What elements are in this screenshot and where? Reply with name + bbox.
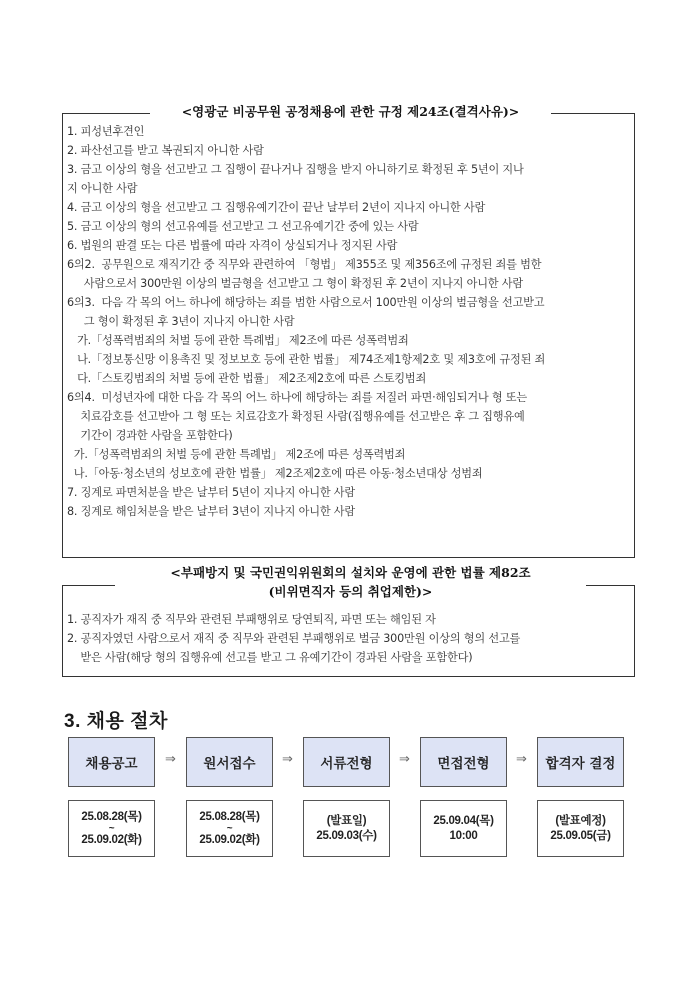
step-document-screening: 서류전형 [303, 737, 390, 787]
list-item: 그 형이 확정된 후 3년이 지나지 아니한 사람 [67, 315, 295, 328]
date-separator: ~ [226, 822, 233, 834]
date-label: (발표일) [326, 814, 367, 827]
list-item: 7. 징계로 파면처분을 받은 날부터 5년이 지나지 아니한 사람 [67, 486, 356, 499]
list-item: 6. 법원의 판결 또는 다른 법률에 따라 자격이 상실되거나 정지된 사람 [67, 239, 398, 252]
list-item: 3. 금고 이상의 형을 선고받고 그 집행이 끝나거나 집행을 받지 아니하기로 확정된 후 5년이 지나 [67, 163, 524, 176]
date-application [186, 800, 273, 857]
list-item: 사람으로서 300만원 이상의 벌금형을 선고받고 그 형이 확정된 후 2년이 지나지 아니한 사람 [67, 277, 523, 290]
date-separator: ~ [108, 822, 115, 834]
date-start: 25.08.28(목) [81, 810, 142, 823]
employment-restriction-title-line1: <부패방지 및 국민권익위원회의 설치와 운영에 관한 법률 제82조 [170, 565, 531, 580]
date-end: 25.09.02(화) [81, 833, 142, 846]
list-item: 지 아니한 사람 [67, 182, 138, 195]
disqualification-title: <영광군 비공무원 공정채용에 관한 규정 제24조(결격사유)> [150, 104, 551, 120]
step-application: 원서접수 [186, 737, 273, 787]
list-item: 6의4. 미성년자에 대한 다음 각 목의 어느 하나에 해당하는 죄를 저질러 파면·해임되거나 형 또는 [67, 391, 528, 404]
list-item: 기간이 경과한 사람을 포함한다) [67, 429, 233, 442]
arrow-right-icon: ⇒ [399, 752, 410, 767]
date-end: 25.09.02(화) [199, 833, 260, 846]
list-item: 1. 공직자가 재직 중 직무와 관련된 부패행위로 당연퇴직, 파면 또는 해임된 자 [67, 613, 436, 626]
list-item: 나.「정보통신망 이용촉진 및 정보보호 등에 관한 법률」 제74조제1항제2호 및 제3호에 규정된 죄 [67, 353, 546, 366]
list-item: 8. 징계로 해임처분을 받은 날부터 3년이 지나지 아니한 사람 [67, 505, 356, 518]
arrow-right-icon: ⇒ [165, 752, 176, 767]
arrow-right-icon: ⇒ [516, 752, 527, 767]
employment-restriction-title [115, 565, 586, 600]
date-final-decision [537, 800, 624, 857]
list-item: 2. 공직자였던 사람으로서 재직 중 직무와 관련된 부패행위로 벌금 300만원 이상의 형의 선고를 [67, 632, 521, 645]
date-value: 25.09.04(목) [433, 814, 494, 827]
employment-restriction-title-line2: (비위면직자 등의 취업제한)> [268, 584, 433, 599]
list-item: 1. 피성년후견인 [67, 125, 145, 138]
date-interview [420, 800, 507, 857]
date-value: 25.09.05(금) [550, 829, 611, 842]
employment-restriction-list [67, 610, 632, 667]
list-item: 가.「성폭력범죄의 처벌 등에 관한 특례법」 제2조에 따른 성폭력범죄 [67, 334, 409, 347]
date-document-screening [303, 800, 390, 857]
list-item: 가.「성폭력범죄의 처벌 등에 관한 특례법」 제2조에 따른 성폭력범죄 [67, 448, 406, 461]
list-item: 6의2. 공무원으로 재직기간 중 직무와 관련하여 「형법」 제355조 및 제356조에 규정된 죄를 범한 [67, 258, 542, 271]
list-item: 6의3. 다음 각 목의 어느 하나에 해당하는 죄를 범한 사람으로서 100만원 이상의 벌금형을 선고받고 [67, 296, 545, 309]
list-item: 다.「스토킹범죄의 처벌 등에 관한 법률」 제2조제2호에 따른 스토킹범죄 [67, 372, 427, 385]
date-recruitment-notice [68, 800, 155, 857]
list-item: 4. 금고 이상의 형을 선고받고 그 집행유예기간이 끝난 날부터 2년이 지나지 아니한 사람 [67, 201, 486, 214]
step-final-decision: 합격자 결정 [537, 737, 624, 787]
step-interview: 면접전형 [420, 737, 507, 787]
date-value: 25.09.03(수) [316, 829, 377, 842]
step-recruitment-notice: 채용공고 [68, 737, 155, 787]
procedure-heading: 3. 채용 절차 [64, 711, 168, 732]
date-label: (발표예정) [555, 814, 606, 827]
arrow-right-icon: ⇒ [282, 752, 293, 767]
list-item: 받은 사람(해당 형의 집행유예 선고를 받고 그 유예기간이 경과된 사람을 포함한다) [67, 651, 473, 664]
list-item: 치료감호를 선고받아 그 형 또는 치료감호가 확정된 사람(집행유예를 선고받은 후 그 집행유예 [67, 410, 525, 423]
list-item: 2. 파산선고를 받고 복권되지 아니한 사람 [67, 144, 264, 157]
time-value: 10:00 [449, 829, 478, 842]
date-start: 25.08.28(목) [199, 810, 260, 823]
list-item: 나.「아동·청소년의 성보호에 관한 법률」 제2조제2호에 따른 아동·청소년대상 성범죄 [67, 467, 483, 480]
list-item: 5. 금고 이상의 형의 선고유예를 선고받고 그 선고유예기간 중에 있는 사람 [67, 220, 419, 233]
disqualification-list [67, 122, 632, 521]
